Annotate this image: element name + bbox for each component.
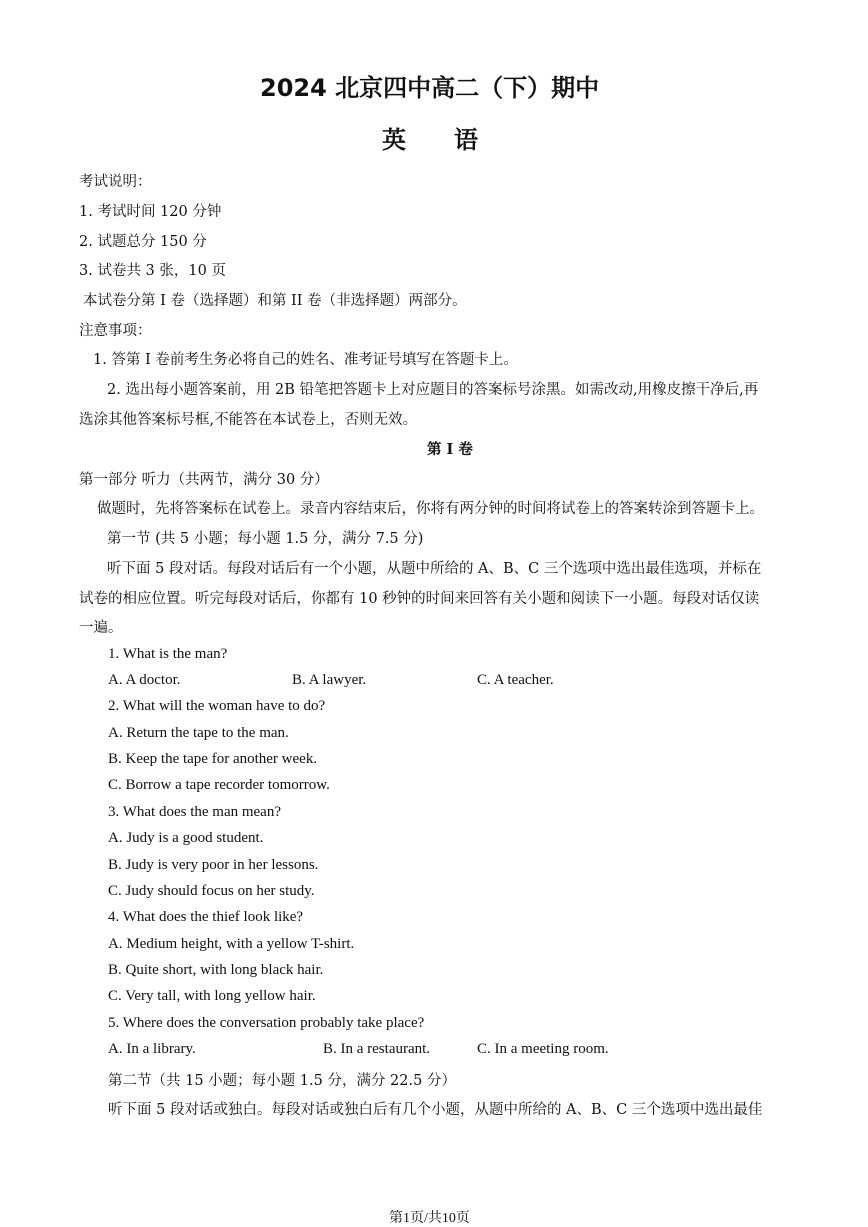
section1-instruction-cont: 试卷的相应位置。听完每段对话后，你都有 10 秒钟的时间来回答有关小题和阅读下一小题。每段对话仅读	[79, 591, 760, 607]
option-a: A. Judy is a good student.	[108, 830, 264, 846]
exam-note-item: 2. 试题总分 150 分	[79, 234, 207, 250]
option-b: B. In a restaurant.	[323, 1041, 431, 1057]
option-c: C. A teacher.	[477, 672, 554, 688]
attention-item-2-cont: 选涂其他答案标号框,不能答在本试卷上，否则无效。	[79, 412, 418, 428]
exam-note-item: 1. 考试时间 120 分钟	[79, 204, 222, 220]
section1-instruction: 听下面 5 段对话。每段对话后有一个小题，从题中所给的 A、B、C 三个选项中选出最佳选项，并标在	[107, 561, 762, 577]
question-stem: 2. What will the woman have to do?	[108, 698, 326, 714]
section2-heading: 第二节（共 15 小题；每小题 1.5 分，满分 22.5 分）	[108, 1073, 456, 1089]
attention-item-1: 1. 答第 I 卷前考生务必将自己的姓名、准考证号填写在答题卡上。	[93, 352, 518, 368]
option-b: B. Judy is very poor in her lessons.	[108, 857, 319, 873]
option-b: B. A lawyer.	[292, 672, 367, 688]
section1-heading: 第一节 (共 5 小题；每小题 1.5 分，满分 7.5 分)	[107, 531, 424, 547]
question-stem: 4. What does the thief look like?	[108, 909, 304, 925]
attention-item-2: 2. 选出每小题答案前，用 2B 铅笔把答题卡上对应题目的答案标号涂黑。如需改动,用橡皮擦干净后,再	[107, 382, 759, 398]
option-c: C. Very tall, with long yellow hair.	[108, 988, 316, 1004]
part1-heading: 第一部分 听力（共两节，满分 30 分）	[79, 472, 329, 488]
option-a: A. Return the tape to the man.	[108, 725, 289, 741]
option-b: B. Keep the tape for another week.	[108, 751, 318, 767]
subject-title: 英 语	[382, 126, 478, 154]
exam-note-item: 3. 试卷共 3 张，10 页	[79, 263, 226, 279]
option-c: C. Judy should focus on her study.	[108, 883, 315, 899]
option-b: B. Quite short, with long black hair.	[108, 962, 324, 978]
option-a: A. Medium height, with a yellow T-shirt.	[108, 936, 355, 952]
option-c: C. Borrow a tape recorder tomorrow.	[108, 777, 330, 793]
option-a: A. In a library.	[108, 1041, 196, 1057]
attention-heading: 注意事项：	[79, 323, 152, 339]
question-stem: 1. What is the man?	[108, 646, 228, 662]
exam-statement: 本试卷分第 I 卷（选择题）和第 II 卷（非选择题）两部分。	[83, 293, 467, 309]
option-c: C. In a meeting room.	[477, 1041, 609, 1057]
option-a: A. A doctor.	[108, 672, 181, 688]
page-number: 第1页/共10页	[389, 1211, 470, 1226]
question-stem: 3. What does the man mean?	[108, 804, 281, 820]
question-stem: 5. Where does the conversation probably take place?	[108, 1015, 425, 1031]
volume-title: 第 I 卷	[427, 441, 473, 458]
part1-instruction: 做题时，先将答案标在试卷上。录音内容结束后，你将有两分钟的时间将试卷上的答案转涂到答题卡上。	[97, 501, 764, 517]
section1-instruction-end: 一遍。	[79, 620, 123, 636]
section2-instruction: 听下面 5 段对话或独白。每段对话或独白后有几个小题，从题中所给的 A、B、C 三个选项中选出最佳	[108, 1102, 763, 1118]
exam-notes-heading: 考试说明：	[79, 174, 152, 190]
page-title: 2024 北京四中高二（下）期中	[260, 74, 600, 102]
